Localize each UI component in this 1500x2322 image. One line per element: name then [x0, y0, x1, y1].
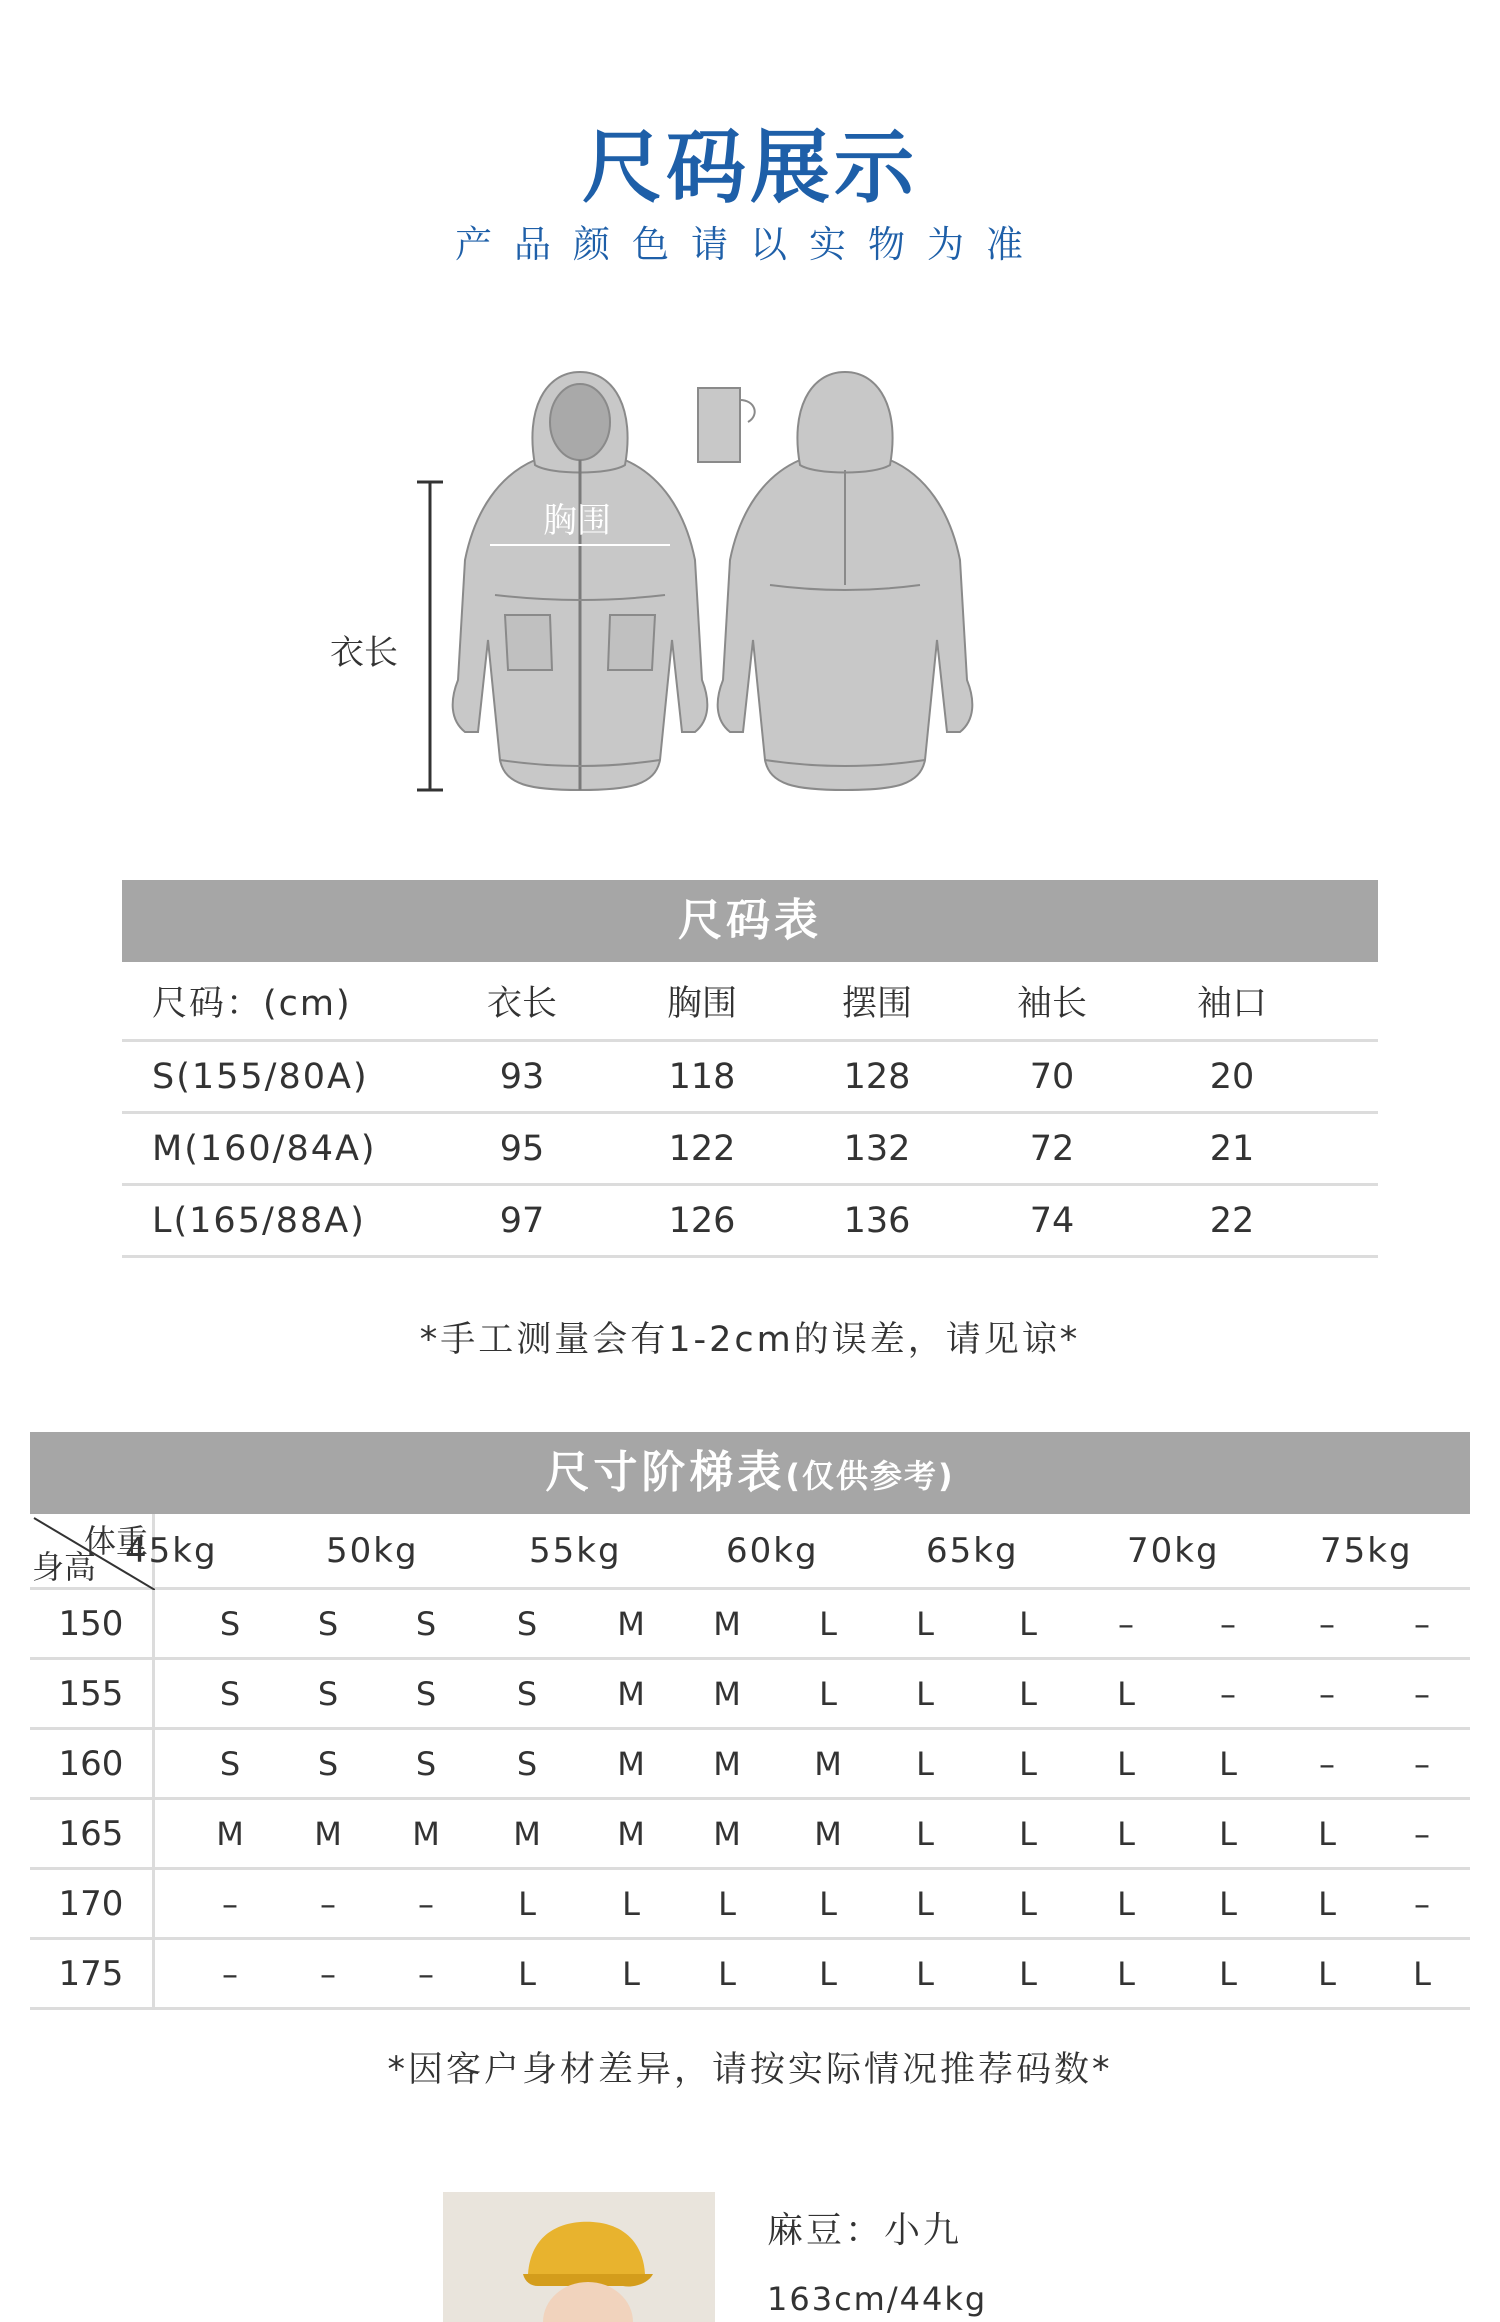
- size-recommendation: L: [1117, 1884, 1135, 1923]
- model-name: 麻豆：小九: [767, 2210, 963, 2251]
- size-recommendation: –: [222, 1884, 238, 1923]
- size-recommendation: L: [1019, 1814, 1037, 1853]
- size-recommendation: L: [819, 1674, 837, 1713]
- size-recommendation: L: [518, 1954, 536, 1993]
- measurement-note: *手工测量会有1-2cm的误差，请见谅*: [419, 1320, 1081, 1360]
- height-label: 170: [30, 1870, 155, 1937]
- size-recommendation: M: [713, 1814, 741, 1853]
- size-recommendation: M: [216, 1814, 244, 1853]
- size-cell: 21: [1209, 1128, 1255, 1169]
- size-recommendation: S: [317, 1604, 339, 1643]
- size-cell: L(165/88A): [152, 1200, 366, 1241]
- size-cell: 22: [1209, 1200, 1255, 1241]
- model-photo: [443, 2192, 715, 2322]
- size-recommendation: M: [617, 1744, 645, 1783]
- size-recommendation: L: [1019, 1744, 1037, 1783]
- weight-header: 60kg: [726, 1530, 819, 1571]
- size-recommendation: M: [617, 1604, 645, 1643]
- size-recommendation: S: [415, 1604, 437, 1643]
- size-recommendation: L: [819, 1884, 837, 1923]
- size-recommendation: M: [814, 1744, 842, 1783]
- table-row: [122, 1186, 1378, 1258]
- table-row: [30, 1940, 1470, 2010]
- size-cell: 74: [1029, 1200, 1075, 1241]
- size-cell: 122: [668, 1128, 736, 1169]
- size-recommendation: L: [1219, 1884, 1237, 1923]
- header-sleeve-length: 袖长: [1016, 983, 1087, 1024]
- table-row: [122, 1042, 1378, 1114]
- size-recommendation: S: [415, 1674, 437, 1713]
- size-recommendation: L: [1117, 1814, 1135, 1853]
- table-row: [30, 1730, 1470, 1800]
- size-recommendation: S: [516, 1744, 538, 1783]
- size-cell: 95: [499, 1128, 545, 1169]
- size-recommendation: S: [415, 1744, 437, 1783]
- size-recommendation: –: [1414, 1604, 1430, 1643]
- length-label: 衣长: [330, 633, 398, 673]
- weight-header: 55kg: [529, 1530, 622, 1571]
- corner-height: 身高: [32, 1548, 97, 1586]
- size-recommendation: –: [222, 1954, 238, 1993]
- ladder-title-note: (仅供参考): [785, 1457, 955, 1495]
- header-size: 尺码：(cm): [152, 983, 352, 1024]
- weight-header: 45kg: [125, 1530, 218, 1571]
- header-length: 衣长: [486, 983, 557, 1024]
- recommend-note: *因客户身材差异，请按实际情况推荐码数*: [387, 2050, 1113, 2090]
- size-recommendation: S: [516, 1674, 538, 1713]
- size-recommendation: L: [622, 1954, 640, 1993]
- size-cell: 128: [843, 1056, 911, 1097]
- model-drawing: [443, 2192, 715, 2322]
- height-label: 160: [30, 1730, 155, 1797]
- height-label: 165: [30, 1800, 155, 1867]
- size-cell: S(155/80A): [152, 1056, 369, 1097]
- size-recommendation: L: [1318, 1814, 1336, 1853]
- size-recommendation: L: [819, 1954, 837, 1993]
- size-recommendation: L: [1019, 1884, 1037, 1923]
- size-recommendation: L: [916, 1604, 934, 1643]
- garment-drawing: [300, 360, 1060, 820]
- size-recommendation: M: [713, 1604, 741, 1643]
- size-recommendation: –: [418, 1954, 434, 1993]
- size-recommendation: –: [1414, 1674, 1430, 1713]
- size-recommendation: L: [1117, 1674, 1135, 1713]
- size-recommendation: M: [617, 1814, 645, 1853]
- corner-weight: 体重: [83, 1522, 148, 1560]
- size-recommendation: L: [718, 1954, 736, 1993]
- size-recommendation: L: [916, 1954, 934, 1993]
- header-chest: 胸围: [666, 983, 737, 1024]
- size-recommendation: L: [1019, 1674, 1037, 1713]
- size-recommendation: –: [418, 1884, 434, 1923]
- page-subtitle: 产品颜色请以实物为准: [455, 223, 1045, 266]
- size-cell: 72: [1029, 1128, 1075, 1169]
- size-recommendation: L: [1219, 1954, 1237, 1993]
- size-recommendation: L: [1318, 1884, 1336, 1923]
- size-recommendation: M: [314, 1814, 342, 1853]
- size-recommendation: L: [1219, 1814, 1237, 1853]
- size-recommendation: M: [814, 1814, 842, 1853]
- size-recommendation: L: [1219, 1744, 1237, 1783]
- size-table-title: 尺码表: [122, 880, 1378, 962]
- size-recommendation: S: [317, 1744, 339, 1783]
- size-recommendation: L: [1117, 1954, 1135, 1993]
- height-label: 150: [30, 1590, 155, 1657]
- size-recommendation: –: [1319, 1674, 1335, 1713]
- table-row: [30, 1660, 1470, 1730]
- size-cell: 93: [499, 1056, 545, 1097]
- size-recommendation: –: [1118, 1604, 1134, 1643]
- size-cell: 132: [843, 1128, 911, 1169]
- size-recommendation: –: [320, 1954, 336, 1993]
- size-cell: M(160/84A): [152, 1128, 377, 1169]
- table-row: [30, 1800, 1470, 1870]
- ladder-table-title: [30, 1432, 1470, 1514]
- garment-illustration: [300, 360, 1060, 820]
- ladder-header: [30, 1514, 1470, 1590]
- size-recommendation: –: [1414, 1884, 1430, 1923]
- height-label: 155: [30, 1660, 155, 1727]
- weight-header: 50kg: [326, 1530, 419, 1571]
- model-stats: 163cm/44kg: [767, 2280, 988, 2318]
- size-cell: 126: [668, 1200, 736, 1241]
- size-recommendation: L: [1117, 1744, 1135, 1783]
- page-title: 尺码展示: [582, 121, 918, 214]
- table-row: [30, 1590, 1470, 1660]
- size-recommendation: –: [1414, 1744, 1430, 1783]
- size-cell: 70: [1029, 1056, 1075, 1097]
- size-recommendation: L: [916, 1744, 934, 1783]
- size-recommendation: M: [617, 1674, 645, 1713]
- header-cuff: 袖口: [1196, 983, 1267, 1024]
- size-recommendation: L: [1019, 1604, 1037, 1643]
- size-recommendation: S: [219, 1744, 241, 1783]
- weight-header: 65kg: [926, 1530, 1019, 1571]
- size-recommendation: –: [1220, 1674, 1236, 1713]
- weight-header: 75kg: [1320, 1530, 1413, 1571]
- size-recommendation: –: [1220, 1604, 1236, 1643]
- ladder-title-text: 尺寸阶梯表: [545, 1447, 786, 1498]
- size-recommendation: M: [713, 1744, 741, 1783]
- header-hem: 摆围: [841, 983, 912, 1024]
- size-recommendation: –: [320, 1884, 336, 1923]
- size-recommendation: –: [1319, 1604, 1335, 1643]
- size-recommendation: –: [1414, 1814, 1430, 1853]
- size-recommendation: L: [916, 1674, 934, 1713]
- size-table-header: [122, 962, 1378, 1042]
- size-recommendation: –: [1319, 1744, 1335, 1783]
- size-recommendation: L: [622, 1884, 640, 1923]
- size-recommendation: L: [1318, 1954, 1336, 1993]
- size-recommendation: L: [1413, 1954, 1431, 1993]
- size-recommendation: M: [513, 1814, 541, 1853]
- table-row: [122, 1114, 1378, 1186]
- size-recommendation: S: [516, 1604, 538, 1643]
- size-cell: 20: [1209, 1056, 1255, 1097]
- weight-header: 70kg: [1127, 1530, 1220, 1571]
- height-label: 175: [30, 1940, 155, 2007]
- size-recommendation: L: [718, 1884, 736, 1923]
- ladder-table: [30, 1514, 1470, 2010]
- size-recommendation: S: [219, 1674, 241, 1713]
- size-recommendation: L: [916, 1884, 934, 1923]
- size-recommendation: S: [317, 1674, 339, 1713]
- size-recommendation: L: [1019, 1954, 1037, 1993]
- table-row: [30, 1870, 1470, 1940]
- size-recommendation: M: [412, 1814, 440, 1853]
- size-cell: 97: [499, 1200, 545, 1241]
- size-table: [122, 962, 1378, 1258]
- size-recommendation: M: [713, 1674, 741, 1713]
- size-recommendation: L: [916, 1814, 934, 1853]
- chest-label: 胸围: [543, 501, 611, 541]
- size-recommendation: L: [819, 1604, 837, 1643]
- size-recommendation: L: [518, 1884, 536, 1923]
- size-cell: 118: [668, 1056, 736, 1097]
- size-recommendation: S: [219, 1604, 241, 1643]
- size-cell: 136: [843, 1200, 911, 1241]
